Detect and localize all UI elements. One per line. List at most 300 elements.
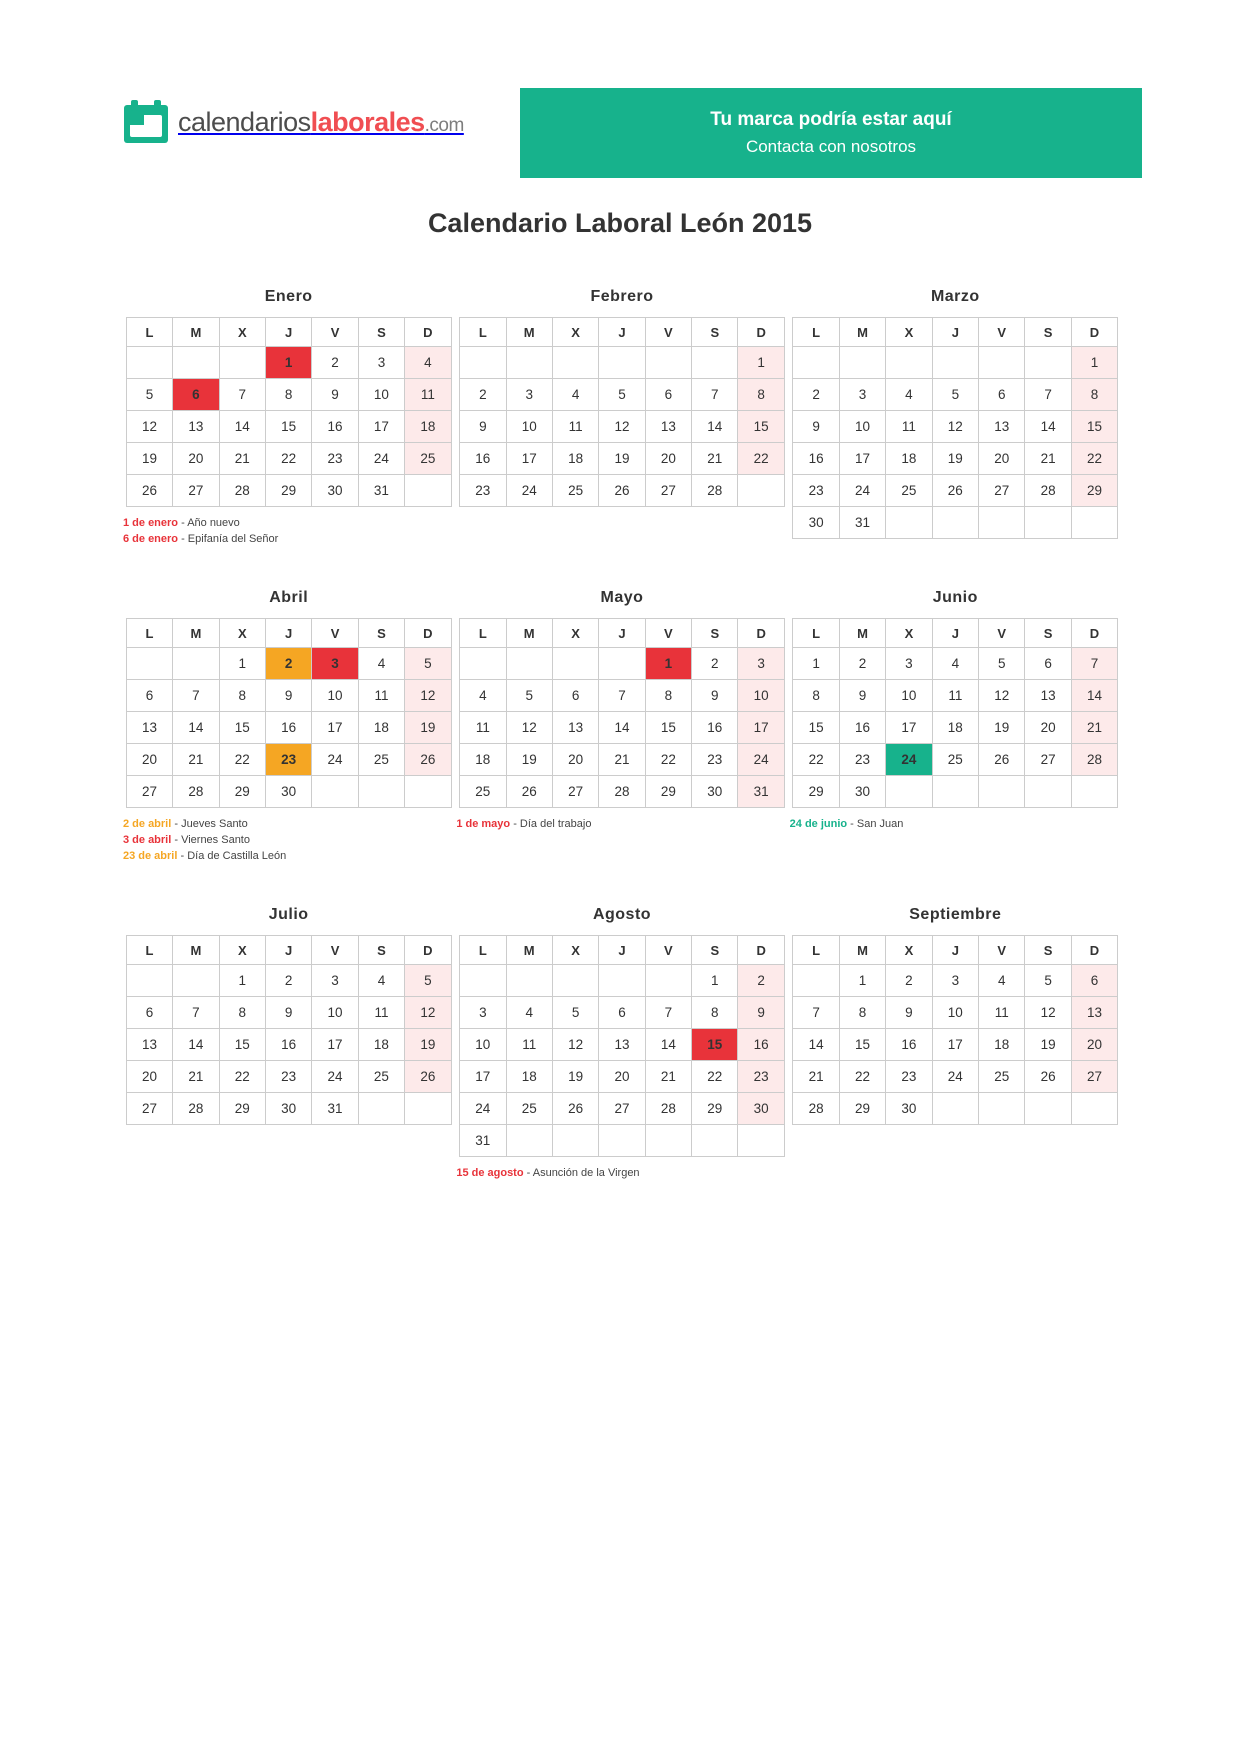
day-cell[interactable]: 19 bbox=[979, 712, 1025, 744]
day-cell[interactable]: 15 bbox=[793, 712, 839, 744]
day-cell[interactable]: 26 bbox=[979, 744, 1025, 776]
day-cell[interactable]: 6 bbox=[552, 680, 598, 712]
day-cell[interactable]: 1 bbox=[265, 347, 311, 379]
day-cell[interactable]: 20 bbox=[552, 744, 598, 776]
day-cell[interactable]: 13 bbox=[173, 411, 219, 443]
day-cell[interactable]: 21 bbox=[173, 744, 219, 776]
day-cell[interactable]: 12 bbox=[599, 411, 645, 443]
day-cell[interactable]: 8 bbox=[1071, 379, 1117, 411]
day-cell[interactable]: 19 bbox=[506, 744, 552, 776]
day-cell[interactable]: 15 bbox=[219, 1029, 265, 1061]
empty-day-cell bbox=[552, 1125, 598, 1157]
day-cell[interactable]: 4 bbox=[460, 680, 506, 712]
day-cell[interactable]: 2 bbox=[312, 347, 358, 379]
day-cell[interactable]: 11 bbox=[358, 680, 404, 712]
day-cell[interactable]: 27 bbox=[645, 475, 691, 507]
day-cell[interactable]: 1 bbox=[738, 347, 784, 379]
day-cell[interactable]: 8 bbox=[219, 680, 265, 712]
day-cell[interactable]: 8 bbox=[645, 680, 691, 712]
day-cell[interactable]: 28 bbox=[173, 1093, 219, 1125]
day-cell[interactable]: 28 bbox=[599, 776, 645, 808]
day-cell[interactable]: 19 bbox=[552, 1061, 598, 1093]
month-title: Enero bbox=[264, 288, 313, 305]
month-block-julio bbox=[122, 906, 455, 1181]
day-cell[interactable]: 27 bbox=[1025, 744, 1071, 776]
day-cell[interactable]: 17 bbox=[886, 712, 932, 744]
day-cell[interactable]: 7 bbox=[173, 680, 219, 712]
empty-day-cell bbox=[886, 776, 932, 808]
day-cell[interactable]: 18 bbox=[886, 443, 932, 475]
day-cell[interactable]: 27 bbox=[552, 776, 598, 808]
day-cell[interactable]: 16 bbox=[460, 443, 506, 475]
day-cell[interactable]: 26 bbox=[506, 776, 552, 808]
day-cell[interactable]: 20 bbox=[173, 443, 219, 475]
day-cell[interactable]: 22 bbox=[1071, 443, 1117, 475]
day-cell[interactable]: 22 bbox=[645, 744, 691, 776]
day-cell[interactable]: 26 bbox=[405, 1061, 451, 1093]
day-cell[interactable]: 22 bbox=[219, 744, 265, 776]
day-cell[interactable]: 7 bbox=[599, 680, 645, 712]
day-cell[interactable]: 7 bbox=[1071, 648, 1117, 680]
day-cell[interactable]: 28 bbox=[793, 1093, 839, 1125]
day-cell[interactable]: 31 bbox=[460, 1125, 506, 1157]
day-cell[interactable]: 9 bbox=[839, 680, 885, 712]
day-cell[interactable]: 3 bbox=[932, 965, 978, 997]
day-cell[interactable]: 6 bbox=[645, 379, 691, 411]
day-cell[interactable]: 5 bbox=[405, 648, 451, 680]
day-cell[interactable]: 10 bbox=[460, 1029, 506, 1061]
day-cell[interactable]: 1 bbox=[692, 965, 738, 997]
day-cell[interactable]: 27 bbox=[173, 475, 219, 507]
day-cell[interactable]: 26 bbox=[932, 475, 978, 507]
day-cell[interactable]: 6 bbox=[126, 680, 172, 712]
day-cell[interactable]: 3 bbox=[312, 648, 358, 680]
day-cell[interactable]: 29 bbox=[1071, 475, 1117, 507]
day-cell[interactable]: 11 bbox=[979, 997, 1025, 1029]
day-cell[interactable]: 5 bbox=[932, 379, 978, 411]
day-cell[interactable]: 6 bbox=[173, 379, 219, 411]
day-cell[interactable]: 11 bbox=[506, 1029, 552, 1061]
day-cell[interactable]: 24 bbox=[312, 744, 358, 776]
day-cell[interactable]: 4 bbox=[506, 997, 552, 1029]
day-cell[interactable]: 19 bbox=[932, 443, 978, 475]
day-cell[interactable]: 16 bbox=[793, 443, 839, 475]
day-cell[interactable]: 7 bbox=[173, 997, 219, 1029]
day-cell[interactable]: 22 bbox=[738, 443, 784, 475]
day-cell[interactable]: 3 bbox=[358, 347, 404, 379]
week-row bbox=[793, 712, 1118, 744]
day-cell[interactable]: 9 bbox=[312, 379, 358, 411]
day-cell[interactable]: 10 bbox=[886, 680, 932, 712]
day-cell[interactable]: 1 bbox=[1071, 347, 1117, 379]
day-cell[interactable]: 16 bbox=[265, 1029, 311, 1061]
day-cell[interactable]: 26 bbox=[405, 744, 451, 776]
day-cell[interactable]: 3 bbox=[738, 648, 784, 680]
day-cell[interactable]: 2 bbox=[265, 648, 311, 680]
day-cell[interactable]: 5 bbox=[126, 379, 172, 411]
day-cell[interactable]: 20 bbox=[126, 744, 172, 776]
day-cell[interactable]: 15 bbox=[265, 411, 311, 443]
day-cell[interactable]: 15 bbox=[839, 1029, 885, 1061]
day-cell[interactable]: 25 bbox=[979, 1061, 1025, 1093]
day-cell[interactable]: 24 bbox=[738, 744, 784, 776]
day-cell[interactable]: 28 bbox=[1025, 475, 1071, 507]
weekday-header-row bbox=[126, 619, 451, 648]
weekday-header: S bbox=[1025, 318, 1071, 347]
month-title: Julio bbox=[268, 906, 309, 923]
holiday-note-date: 2 de abril bbox=[123, 818, 175, 830]
day-cell[interactable]: 9 bbox=[738, 997, 784, 1029]
day-cell[interactable]: 20 bbox=[645, 443, 691, 475]
day-cell[interactable]: 17 bbox=[932, 1029, 978, 1061]
day-cell[interactable]: 28 bbox=[692, 475, 738, 507]
day-cell[interactable]: 3 bbox=[506, 379, 552, 411]
day-cell[interactable]: 12 bbox=[405, 680, 451, 712]
day-cell[interactable]: 7 bbox=[793, 997, 839, 1029]
month-table bbox=[459, 317, 785, 507]
day-cell[interactable]: 21 bbox=[173, 1061, 219, 1093]
day-cell[interactable]: 22 bbox=[839, 1061, 885, 1093]
day-cell[interactable]: 6 bbox=[599, 997, 645, 1029]
day-cell[interactable]: 1 bbox=[793, 648, 839, 680]
day-cell[interactable]: 8 bbox=[839, 997, 885, 1029]
day-cell[interactable]: 18 bbox=[358, 712, 404, 744]
day-cell[interactable]: 7 bbox=[692, 379, 738, 411]
day-cell[interactable]: 17 bbox=[506, 443, 552, 475]
day-cell[interactable]: 18 bbox=[405, 411, 451, 443]
day-cell[interactable]: 16 bbox=[738, 1029, 784, 1061]
day-cell[interactable]: 30 bbox=[886, 1093, 932, 1125]
day-cell[interactable]: 13 bbox=[552, 712, 598, 744]
day-cell[interactable]: 20 bbox=[1071, 1029, 1117, 1061]
day-cell[interactable]: 28 bbox=[219, 475, 265, 507]
advertising-banner[interactable] bbox=[520, 88, 1142, 178]
day-cell[interactable]: 5 bbox=[979, 648, 1025, 680]
day-cell[interactable]: 9 bbox=[460, 411, 506, 443]
holiday-note bbox=[123, 531, 455, 547]
day-cell[interactable]: 17 bbox=[358, 411, 404, 443]
day-cell[interactable]: 21 bbox=[1025, 443, 1071, 475]
day-cell[interactable]: 21 bbox=[1071, 712, 1117, 744]
day-cell[interactable]: 12 bbox=[932, 411, 978, 443]
day-cell[interactable]: 4 bbox=[886, 379, 932, 411]
day-cell[interactable]: 26 bbox=[1025, 1061, 1071, 1093]
day-cell[interactable]: 19 bbox=[405, 1029, 451, 1061]
day-cell[interactable]: 2 bbox=[793, 379, 839, 411]
day-cell[interactable]: 14 bbox=[173, 712, 219, 744]
day-cell[interactable]: 2 bbox=[692, 648, 738, 680]
day-cell[interactable]: 26 bbox=[126, 475, 172, 507]
day-cell[interactable]: 23 bbox=[738, 1061, 784, 1093]
day-cell[interactable]: 20 bbox=[599, 1061, 645, 1093]
day-cell[interactable]: 8 bbox=[692, 997, 738, 1029]
empty-day-cell bbox=[886, 347, 932, 379]
day-cell[interactable]: 16 bbox=[692, 712, 738, 744]
day-cell[interactable]: 11 bbox=[405, 379, 451, 411]
day-cell[interactable]: 5 bbox=[1025, 965, 1071, 997]
empty-day-cell bbox=[1025, 507, 1071, 539]
day-cell[interactable]: 15 bbox=[738, 411, 784, 443]
day-cell[interactable]: 4 bbox=[358, 965, 404, 997]
day-cell[interactable]: 25 bbox=[358, 744, 404, 776]
day-cell[interactable]: 22 bbox=[219, 1061, 265, 1093]
day-cell[interactable]: 20 bbox=[126, 1061, 172, 1093]
day-cell[interactable]: 28 bbox=[645, 1093, 691, 1125]
day-cell[interactable]: 1 bbox=[219, 965, 265, 997]
day-cell[interactable]: 21 bbox=[645, 1061, 691, 1093]
holiday-note-name: - Año nuevo bbox=[181, 517, 240, 529]
day-cell[interactable]: 21 bbox=[692, 443, 738, 475]
day-cell[interactable]: 23 bbox=[460, 475, 506, 507]
day-cell[interactable]: 9 bbox=[265, 680, 311, 712]
day-cell[interactable]: 18 bbox=[979, 1029, 1025, 1061]
day-cell[interactable]: 14 bbox=[219, 411, 265, 443]
day-cell[interactable]: 2 bbox=[265, 965, 311, 997]
day-cell[interactable]: 23 bbox=[265, 1061, 311, 1093]
day-cell[interactable]: 19 bbox=[126, 443, 172, 475]
months-grid bbox=[122, 288, 1122, 1181]
day-cell[interactable]: 31 bbox=[839, 507, 885, 539]
day-cell[interactable]: 9 bbox=[793, 411, 839, 443]
day-cell[interactable]: 23 bbox=[312, 443, 358, 475]
day-cell[interactable]: 4 bbox=[932, 648, 978, 680]
day-cell[interactable]: 23 bbox=[839, 744, 885, 776]
day-cell[interactable]: 6 bbox=[126, 997, 172, 1029]
day-cell[interactable]: 29 bbox=[219, 1093, 265, 1125]
day-cell[interactable]: 22 bbox=[265, 443, 311, 475]
day-cell[interactable]: 22 bbox=[793, 744, 839, 776]
day-cell[interactable]: 24 bbox=[839, 475, 885, 507]
day-cell[interactable]: 27 bbox=[599, 1093, 645, 1125]
day-cell[interactable]: 19 bbox=[599, 443, 645, 475]
day-cell[interactable]: 3 bbox=[839, 379, 885, 411]
day-cell[interactable]: 17 bbox=[312, 712, 358, 744]
day-cell[interactable]: 27 bbox=[1071, 1061, 1117, 1093]
day-cell[interactable]: 11 bbox=[932, 680, 978, 712]
day-cell[interactable]: 30 bbox=[738, 1093, 784, 1125]
day-cell[interactable]: 5 bbox=[599, 379, 645, 411]
day-cell[interactable]: 1 bbox=[839, 965, 885, 997]
day-cell[interactable]: 1 bbox=[645, 648, 691, 680]
day-cell[interactable]: 17 bbox=[738, 712, 784, 744]
day-cell[interactable]: 24 bbox=[886, 744, 932, 776]
day-cell[interactable]: 14 bbox=[793, 1029, 839, 1061]
day-cell[interactable]: 23 bbox=[265, 744, 311, 776]
day-cell[interactable]: 18 bbox=[552, 443, 598, 475]
day-cell[interactable]: 22 bbox=[692, 1061, 738, 1093]
day-cell[interactable]: 15 bbox=[645, 712, 691, 744]
day-cell[interactable]: 21 bbox=[793, 1061, 839, 1093]
day-cell[interactable]: 14 bbox=[599, 712, 645, 744]
day-cell[interactable]: 17 bbox=[312, 1029, 358, 1061]
day-cell[interactable]: 11 bbox=[460, 712, 506, 744]
day-cell[interactable]: 7 bbox=[219, 379, 265, 411]
day-cell[interactable]: 13 bbox=[599, 1029, 645, 1061]
day-cell[interactable]: 13 bbox=[126, 1029, 172, 1061]
day-cell[interactable]: 3 bbox=[312, 965, 358, 997]
day-cell[interactable]: 13 bbox=[979, 411, 1025, 443]
empty-day-cell bbox=[506, 347, 552, 379]
day-cell[interactable]: 20 bbox=[979, 443, 1025, 475]
day-cell[interactable]: 14 bbox=[1071, 680, 1117, 712]
week-row bbox=[126, 379, 451, 411]
day-cell[interactable]: 11 bbox=[358, 997, 404, 1029]
day-cell[interactable]: 10 bbox=[932, 997, 978, 1029]
day-cell[interactable]: 23 bbox=[692, 744, 738, 776]
day-cell[interactable]: 3 bbox=[886, 648, 932, 680]
day-cell[interactable]: 10 bbox=[312, 997, 358, 1029]
day-cell[interactable]: 9 bbox=[692, 680, 738, 712]
day-cell[interactable]: 5 bbox=[405, 965, 451, 997]
day-cell[interactable]: 29 bbox=[265, 475, 311, 507]
day-cell[interactable]: 15 bbox=[692, 1029, 738, 1061]
day-cell[interactable]: 14 bbox=[645, 1029, 691, 1061]
day-cell[interactable]: 8 bbox=[219, 997, 265, 1029]
day-cell[interactable]: 29 bbox=[793, 776, 839, 808]
day-cell[interactable]: 12 bbox=[405, 997, 451, 1029]
day-cell[interactable]: 5 bbox=[552, 997, 598, 1029]
day-cell[interactable]: 4 bbox=[552, 379, 598, 411]
day-cell[interactable]: 16 bbox=[839, 712, 885, 744]
day-cell[interactable]: 20 bbox=[1025, 712, 1071, 744]
day-cell[interactable]: 4 bbox=[405, 347, 451, 379]
day-cell[interactable]: 30 bbox=[692, 776, 738, 808]
day-cell[interactable]: 29 bbox=[219, 776, 265, 808]
day-cell[interactable]: 13 bbox=[645, 411, 691, 443]
day-cell[interactable]: 18 bbox=[506, 1061, 552, 1093]
day-cell[interactable]: 11 bbox=[886, 411, 932, 443]
day-cell[interactable]: 13 bbox=[1025, 680, 1071, 712]
day-cell[interactable]: 7 bbox=[1025, 379, 1071, 411]
day-cell[interactable]: 6 bbox=[1025, 648, 1071, 680]
day-cell[interactable]: 24 bbox=[358, 443, 404, 475]
day-cell[interactable]: 13 bbox=[126, 712, 172, 744]
day-cell[interactable]: 28 bbox=[173, 776, 219, 808]
day-cell[interactable]: 29 bbox=[645, 776, 691, 808]
empty-day-cell bbox=[405, 475, 451, 507]
day-cell[interactable]: 10 bbox=[839, 411, 885, 443]
day-cell[interactable]: 21 bbox=[219, 443, 265, 475]
day-cell[interactable]: 27 bbox=[126, 776, 172, 808]
day-cell[interactable]: 25 bbox=[405, 443, 451, 475]
day-cell[interactable]: 10 bbox=[312, 680, 358, 712]
day-cell[interactable]: 31 bbox=[738, 776, 784, 808]
day-cell[interactable]: 12 bbox=[552, 1029, 598, 1061]
day-cell[interactable]: 10 bbox=[506, 411, 552, 443]
day-cell[interactable]: 4 bbox=[358, 648, 404, 680]
day-cell[interactable]: 16 bbox=[265, 712, 311, 744]
day-cell[interactable]: 26 bbox=[599, 475, 645, 507]
empty-day-cell bbox=[405, 1093, 451, 1125]
day-cell[interactable]: 16 bbox=[886, 1029, 932, 1061]
day-cell[interactable]: 8 bbox=[793, 680, 839, 712]
day-cell[interactable]: 18 bbox=[358, 1029, 404, 1061]
day-cell[interactable]: 8 bbox=[738, 379, 784, 411]
day-cell[interactable]: 24 bbox=[506, 475, 552, 507]
day-cell[interactable]: 9 bbox=[265, 997, 311, 1029]
day-cell[interactable]: 12 bbox=[1025, 997, 1071, 1029]
day-cell[interactable]: 30 bbox=[312, 475, 358, 507]
day-cell[interactable]: 21 bbox=[599, 744, 645, 776]
day-cell[interactable]: 7 bbox=[645, 997, 691, 1029]
day-cell[interactable]: 2 bbox=[738, 965, 784, 997]
day-cell[interactable]: 23 bbox=[886, 1061, 932, 1093]
day-cell[interactable]: 15 bbox=[219, 712, 265, 744]
day-cell[interactable]: 25 bbox=[552, 475, 598, 507]
day-cell[interactable]: 27 bbox=[979, 475, 1025, 507]
day-cell[interactable]: 15 bbox=[1071, 411, 1117, 443]
day-cell[interactable]: 1 bbox=[219, 648, 265, 680]
day-cell[interactable]: 24 bbox=[460, 1093, 506, 1125]
day-cell[interactable]: 27 bbox=[126, 1093, 172, 1125]
day-cell[interactable]: 14 bbox=[692, 411, 738, 443]
day-cell[interactable]: 26 bbox=[552, 1093, 598, 1125]
day-cell[interactable]: 12 bbox=[979, 680, 1025, 712]
day-cell[interactable]: 19 bbox=[405, 712, 451, 744]
day-cell[interactable]: 23 bbox=[793, 475, 839, 507]
day-cell[interactable]: 31 bbox=[358, 475, 404, 507]
empty-day-cell bbox=[460, 965, 506, 997]
day-cell[interactable]: 17 bbox=[839, 443, 885, 475]
day-cell[interactable]: 8 bbox=[265, 379, 311, 411]
day-cell[interactable]: 30 bbox=[839, 776, 885, 808]
day-cell[interactable]: 30 bbox=[793, 507, 839, 539]
day-cell[interactable]: 5 bbox=[506, 680, 552, 712]
day-cell[interactable]: 16 bbox=[312, 411, 358, 443]
day-cell[interactable]: 18 bbox=[460, 744, 506, 776]
day-cell[interactable]: 3 bbox=[460, 997, 506, 1029]
day-cell[interactable]: 2 bbox=[886, 965, 932, 997]
day-cell[interactable]: 13 bbox=[1071, 997, 1117, 1029]
holiday-notes bbox=[122, 515, 455, 547]
day-cell[interactable]: 9 bbox=[886, 997, 932, 1029]
day-cell[interactable]: 12 bbox=[126, 411, 172, 443]
day-cell[interactable]: 24 bbox=[932, 1061, 978, 1093]
day-cell[interactable]: 25 bbox=[358, 1061, 404, 1093]
day-cell[interactable]: 25 bbox=[932, 744, 978, 776]
day-cell[interactable]: 25 bbox=[886, 475, 932, 507]
day-cell[interactable]: 2 bbox=[839, 648, 885, 680]
day-cell[interactable]: 12 bbox=[506, 712, 552, 744]
day-cell[interactable]: 31 bbox=[312, 1093, 358, 1125]
empty-day-cell bbox=[1025, 1093, 1071, 1125]
site-logo[interactable] bbox=[122, 98, 464, 146]
day-cell[interactable]: 4 bbox=[979, 965, 1025, 997]
day-cell[interactable]: 14 bbox=[1025, 411, 1071, 443]
day-cell[interactable]: 10 bbox=[358, 379, 404, 411]
day-cell[interactable]: 28 bbox=[1071, 744, 1117, 776]
day-cell[interactable]: 30 bbox=[265, 776, 311, 808]
day-cell[interactable]: 2 bbox=[460, 379, 506, 411]
empty-day-cell bbox=[506, 965, 552, 997]
day-cell[interactable]: 29 bbox=[839, 1093, 885, 1125]
day-cell[interactable]: 11 bbox=[552, 411, 598, 443]
day-cell[interactable]: 19 bbox=[1025, 1029, 1071, 1061]
day-cell[interactable]: 30 bbox=[265, 1093, 311, 1125]
day-cell[interactable]: 10 bbox=[738, 680, 784, 712]
day-cell[interactable]: 6 bbox=[1071, 965, 1117, 997]
holiday-notes bbox=[455, 1165, 788, 1181]
day-cell[interactable]: 18 bbox=[932, 712, 978, 744]
day-cell[interactable]: 25 bbox=[460, 776, 506, 808]
day-cell[interactable]: 6 bbox=[979, 379, 1025, 411]
empty-day-cell bbox=[599, 1125, 645, 1157]
day-cell[interactable]: 29 bbox=[692, 1093, 738, 1125]
day-cell[interactable]: 25 bbox=[506, 1093, 552, 1125]
day-cell[interactable]: 24 bbox=[312, 1061, 358, 1093]
day-cell[interactable]: 17 bbox=[460, 1061, 506, 1093]
day-cell[interactable]: 14 bbox=[173, 1029, 219, 1061]
